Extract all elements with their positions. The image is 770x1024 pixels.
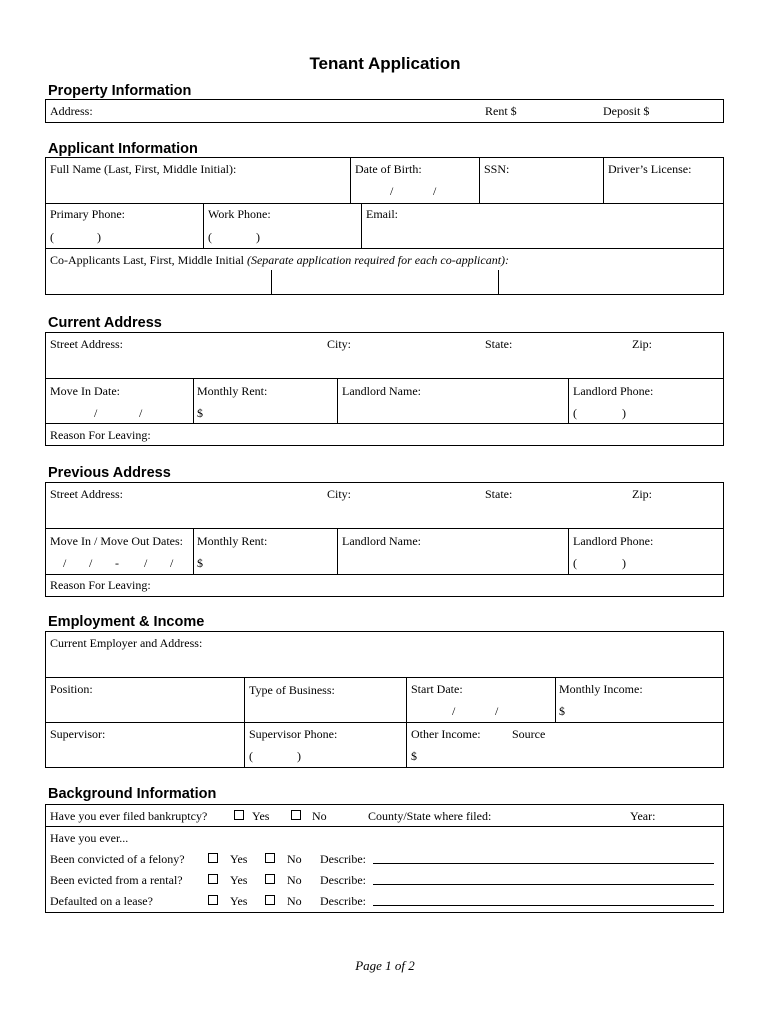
- date-slash: /: [144, 556, 148, 570]
- section-heading-property: Property Information: [48, 83, 192, 99]
- date-slash: /: [139, 406, 143, 420]
- felony-describe-line[interactable]: [373, 863, 714, 864]
- section-heading-applicant: Applicant Information: [48, 141, 198, 157]
- row-divider: [46, 722, 723, 723]
- col-divider: [603, 158, 604, 203]
- date-dash: -: [115, 556, 119, 570]
- col-divider: [568, 378, 569, 423]
- paren-close: ): [297, 749, 301, 763]
- paren-open: (: [573, 556, 577, 570]
- landlord-phone-label: Landlord Phone:: [573, 384, 654, 398]
- defaulted-yes-checkbox[interactable]: [208, 895, 218, 905]
- paren-close: ): [622, 556, 626, 570]
- date-slash: /: [452, 704, 456, 718]
- dob-slash: /: [433, 184, 437, 198]
- paren-close: ): [622, 406, 626, 420]
- dollar-sign: $: [197, 406, 203, 420]
- evicted-yes-checkbox[interactable]: [208, 874, 218, 884]
- paren-open: (: [573, 406, 577, 420]
- date-slash: /: [170, 556, 174, 570]
- date-slash: /: [63, 556, 67, 570]
- col-divider: [193, 528, 194, 574]
- street-address-label: Street Address:: [50, 337, 123, 351]
- have-you-ever-label: Have you ever...: [50, 831, 129, 845]
- landlord-name-label: Landlord Name:: [342, 534, 421, 548]
- col-divider: [271, 270, 272, 294]
- start-date-label: Start Date:: [411, 682, 463, 696]
- col-divider: [337, 378, 338, 423]
- email-label: Email:: [366, 207, 398, 221]
- state-label: State:: [485, 487, 513, 501]
- col-divider: [568, 528, 569, 574]
- previous-address-box: [45, 482, 724, 597]
- supervisor-phone-label: Supervisor Phone:: [249, 727, 338, 741]
- section-heading-employment: Employment & Income: [48, 614, 205, 630]
- bankruptcy-yes-checkbox[interactable]: [234, 810, 244, 820]
- employer-label: Current Employer and Address:: [50, 636, 203, 650]
- section-heading-previous-address: Previous Address: [48, 465, 171, 481]
- monthly-income-label: Monthly Income:: [559, 682, 643, 696]
- coapplicants-label: [50, 253, 509, 268]
- row-divider: [46, 826, 723, 827]
- paren-close: ): [97, 230, 101, 244]
- state-label: State:: [485, 337, 513, 351]
- date-slash: /: [89, 556, 93, 570]
- page-title: Tenant Application: [309, 54, 461, 73]
- row-divider: [46, 574, 723, 575]
- defaulted-label: Defaulted on a lease?: [50, 894, 153, 908]
- row-divider: [46, 423, 723, 424]
- date-slash: /: [94, 406, 98, 420]
- applicant-box: [45, 157, 724, 295]
- evicted-label: Been evicted from a rental?: [50, 873, 183, 887]
- describe-label: Describe:: [320, 873, 366, 887]
- city-label: City:: [327, 487, 352, 501]
- yes-label: Yes: [230, 852, 248, 866]
- work-phone-label: Work Phone:: [208, 207, 271, 221]
- rent-label: Rent $: [485, 104, 517, 118]
- move-in-label: Move In Date:: [50, 384, 120, 398]
- page-number: Page 1 of 2: [355, 958, 415, 973]
- col-divider: [479, 158, 480, 203]
- property-box: [45, 99, 724, 123]
- monthly-rent-label: Monthly Rent:: [197, 384, 268, 398]
- col-divider: [337, 528, 338, 574]
- supervisor-label: Supervisor:: [50, 727, 106, 741]
- felony-yes-checkbox[interactable]: [208, 853, 218, 863]
- other-income-label: Other Income:: [411, 727, 481, 741]
- describe-label: Describe:: [320, 894, 366, 908]
- dob-label: Date of Birth:: [355, 162, 422, 176]
- employment-box: [45, 631, 724, 768]
- row-divider: [46, 203, 723, 204]
- evicted-describe-line[interactable]: [373, 884, 714, 885]
- date-slash: /: [495, 704, 499, 718]
- ssn-label: SSN:: [484, 162, 510, 176]
- col-divider: [244, 677, 245, 768]
- paren-open: (: [208, 230, 212, 244]
- license-label: Driver’s License:: [608, 162, 692, 176]
- col-divider: [350, 158, 351, 203]
- evicted-no-checkbox[interactable]: [265, 874, 275, 884]
- move-dates-label: Move In / Move Out Dates:: [50, 534, 183, 548]
- zip-label: Zip:: [632, 487, 652, 501]
- no-label: No: [287, 873, 302, 887]
- col-divider: [555, 677, 556, 722]
- no-label: No: [287, 852, 302, 866]
- col-divider: [203, 203, 204, 248]
- yes-label: Yes: [252, 809, 270, 823]
- paren-open: (: [249, 749, 253, 763]
- describe-label: Describe:: [320, 852, 366, 866]
- no-label: No: [287, 894, 302, 908]
- landlord-name-label: Landlord Name:: [342, 384, 421, 398]
- county-state-label: County/State where filed:: [368, 809, 492, 823]
- row-divider: [46, 378, 723, 379]
- yes-label: Yes: [230, 873, 248, 887]
- source-label: Source: [512, 727, 546, 741]
- business-type-label: Type of Business:: [249, 683, 335, 697]
- felony-label: Been convicted of a felony?: [50, 852, 185, 866]
- paren-open: (: [50, 230, 54, 244]
- deposit-label: Deposit $: [603, 104, 650, 118]
- section-heading-background: Background Information: [48, 786, 217, 802]
- defaulted-no-checkbox[interactable]: [265, 895, 275, 905]
- col-divider: [498, 270, 499, 294]
- paren-close: ): [256, 230, 260, 244]
- year-label: Year:: [630, 809, 656, 823]
- no-label: No: [312, 809, 327, 823]
- row-divider: [46, 677, 723, 678]
- city-label: City:: [327, 337, 352, 351]
- current-address-box: [45, 332, 724, 446]
- landlord-phone-label: Landlord Phone:: [573, 534, 654, 548]
- col-divider: [361, 203, 362, 248]
- felony-no-checkbox[interactable]: [265, 853, 275, 863]
- row-divider: [46, 248, 723, 249]
- col-divider: [406, 677, 407, 768]
- reason-leaving-label: Reason For Leaving:: [50, 578, 151, 592]
- row-divider: [46, 528, 723, 529]
- bankruptcy-no-checkbox[interactable]: [291, 810, 301, 820]
- dollar-sign: $: [197, 556, 203, 570]
- section-heading-current-address: Current Address: [48, 315, 162, 331]
- bankruptcy-label: Have you ever filed bankruptcy?: [50, 809, 208, 823]
- street-address-label: Street Address:: [50, 487, 123, 501]
- dollar-sign: $: [559, 704, 565, 718]
- coapplicants-note: (Separate application required for each co-applicant):: [246, 253, 510, 267]
- position-label: Position:: [50, 682, 93, 696]
- coapplicants-label-text: Co-Applicants Last, First, Middle Initial: [50, 253, 244, 267]
- dob-slash: /: [390, 184, 394, 198]
- dollar-sign: $: [411, 749, 417, 763]
- address-label: Address:: [50, 104, 93, 118]
- zip-label: Zip:: [632, 337, 652, 351]
- yes-label: Yes: [230, 894, 248, 908]
- primary-phone-label: Primary Phone:: [50, 207, 125, 221]
- col-divider: [193, 378, 194, 423]
- defaulted-describe-line[interactable]: [373, 905, 714, 906]
- full-name-label: Full Name (Last, First, Middle Initial):: [50, 162, 237, 176]
- reason-leaving-label: Reason For Leaving:: [50, 428, 151, 442]
- background-box: [45, 804, 724, 913]
- monthly-rent-label: Monthly Rent:: [197, 534, 268, 548]
